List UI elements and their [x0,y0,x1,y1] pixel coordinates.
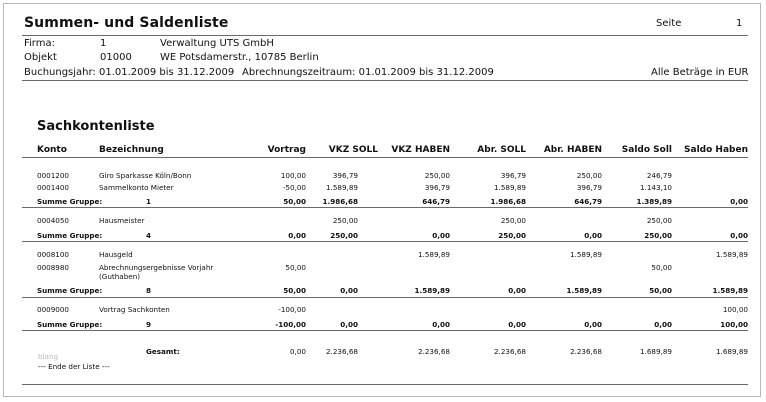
account-name: Giro Sparkasse Köln/Bonn [99,171,192,180]
report-title: Summen- und Saldenliste [24,15,229,31]
total-vortrag: 0,00 [289,347,306,356]
group-separator [22,241,748,242]
section-title: Sachkontenliste [37,119,155,134]
cell-abr-haben: 0,00 [584,231,602,240]
col-header-konto: Konto [37,145,67,155]
cell-abr-soll: 1.986,68 [490,197,526,206]
cell-saldo-soll: 1.389,89 [636,197,672,206]
page-label: Seite [656,18,682,29]
buchungsjahr: Buchungsjahr: 01.01.2009 bis 31.12.2009 [24,67,235,78]
total-label: Gesamt: [146,347,180,356]
cell-saldo-haben: 100,00 [722,305,748,314]
group-number: 8 [146,286,152,295]
cell-saldo-haben: 100,00 [720,320,748,329]
cell-vkz-soll: 0,00 [340,286,358,295]
cell-abr-soll: 250,00 [500,216,526,225]
cell-abr-soll: 0,00 [508,286,526,295]
total-abr-soll: 2.236,68 [493,347,526,356]
firma-name: Verwaltung UTS GmbH [160,38,274,49]
account-number: 0008100 [37,250,70,259]
cell-vortrag: 50,00 [283,197,306,206]
col-header-abr-haben: Abr. HABEN [543,145,602,155]
group-sum-label: Summe Gruppe: [37,320,103,329]
watermark: blang [38,352,59,361]
account-number: 0001200 [37,171,70,180]
total-saldo-haben: 1.689,89 [715,347,748,356]
col-header-vkz-soll: VKZ SOLL [328,145,378,155]
cell-abr-soll: 0,00 [508,320,526,329]
cell-saldo-soll: 50,00 [651,263,672,272]
header-rule-bottom [22,80,748,81]
cell-abr-haben: 1.589,89 [569,250,602,259]
cell-vortrag: 100,00 [280,171,306,180]
cell-saldo-soll: 0,00 [654,320,672,329]
cell-saldo-haben: 0,00 [730,231,748,240]
account-name: Hausgeld [99,250,133,259]
cell-abr-soll: 1.589,89 [493,183,526,192]
group-sum-label: Summe Gruppe: [37,197,103,206]
cell-vkz-haben: 1.589,89 [417,250,450,259]
group-number: 9 [146,320,152,329]
account-name: Hausmeister [99,216,145,225]
cell-vkz-haben: 396,79 [424,183,450,192]
cell-saldo-haben: 0,00 [730,197,748,206]
col-header-saldo-soll: Saldo Soll [621,145,672,155]
total-vkz-soll: 2.236,68 [325,347,358,356]
col-header-vkz-haben: VKZ HABEN [391,145,450,155]
group-number: 1 [146,197,152,206]
col-header-saldo-haben: Saldo Haben [684,145,748,155]
cell-abr-soll: 250,00 [498,231,526,240]
cell-vortrag: -100,00 [275,320,306,329]
cell-saldo-soll: 246,79 [646,171,672,180]
cell-saldo-haben: 1.589,89 [712,286,748,295]
cell-vkz-soll: 1.589,89 [325,183,358,192]
column-header-rule [22,157,748,158]
cell-vortrag: 50,00 [285,263,306,272]
cell-vortrag: -100,00 [278,305,306,314]
cell-vkz-haben: 646,79 [422,197,450,206]
cell-vkz-soll: 0,00 [340,320,358,329]
cell-abr-haben: 0,00 [584,320,602,329]
firma-number: 1 [100,38,107,49]
account-number: 0004050 [37,216,70,225]
firma-label: Firma: [24,38,55,49]
cell-abr-soll: 396,79 [500,171,526,180]
cell-vortrag: -50,00 [282,183,306,192]
cell-abr-haben: 250,00 [576,171,602,180]
account-name: Abrechnungsergebnisse Vorjahr (Guthaben) [99,263,214,281]
cell-vkz-haben: 0,00 [432,320,450,329]
header-rule-top [22,35,748,36]
account-number: 0001400 [37,183,70,192]
total-saldo-soll: 1.689,89 [639,347,672,356]
cell-abr-haben: 396,79 [576,183,602,192]
account-number: 0008980 [37,263,70,272]
col-header-abr-soll: Abr. SOLL [477,145,526,155]
cell-abr-haben: 1.589,89 [566,286,602,295]
group-number: 4 [146,231,152,240]
total-abr-haben: 2.236,68 [569,347,602,356]
group-separator [22,207,748,208]
account-name: Sammelkonto Mieter [99,183,174,192]
col-header-bezeichnung: Bezeichnung [99,145,164,155]
group-separator [22,330,748,331]
cell-vkz-haben: 250,00 [424,171,450,180]
objekt-name: WE Potsdamerstr., 10785 Berlin [160,52,319,63]
group-sum-label: Summe Gruppe: [37,286,103,295]
cell-vkz-haben: 1.589,89 [414,286,450,295]
abrechnungszeitraum: Abrechnungszeitraum: 01.01.2009 bis 31.12.2009 [242,67,494,78]
account-number: 0009000 [37,305,70,314]
cell-vkz-soll: 250,00 [332,216,358,225]
col-header-vortrag: Vortrag [267,145,306,155]
cell-vkz-soll: 396,79 [332,171,358,180]
cell-vkz-soll: 1.986,68 [322,197,358,206]
cell-abr-haben: 646,79 [574,197,602,206]
end-of-list-note: --- Ende der Liste --- [38,362,110,371]
group-sum-label: Summe Gruppe: [37,231,103,240]
cell-saldo-soll: 250,00 [644,231,672,240]
total-vkz-haben: 2.236,68 [417,347,450,356]
page-number: 1 [736,18,743,29]
account-name: Vortrag Sachkonten [99,305,170,314]
group-separator [22,297,748,298]
cell-vkz-soll: 250,00 [330,231,358,240]
cell-vkz-haben: 0,00 [432,231,450,240]
cell-saldo-soll: 250,00 [646,216,672,225]
cell-vortrag: 0,00 [288,231,306,240]
objekt-label: Objekt [24,52,57,63]
cell-vortrag: 50,00 [283,286,306,295]
cell-saldo-soll: 1.143,10 [639,183,672,192]
objekt-number: 01000 [100,52,132,63]
footer-rule [22,384,748,385]
cell-saldo-soll: 50,00 [649,286,672,295]
currency-note: Alle Beträge in EUR [651,67,749,78]
cell-saldo-haben: 1.589,89 [715,250,748,259]
